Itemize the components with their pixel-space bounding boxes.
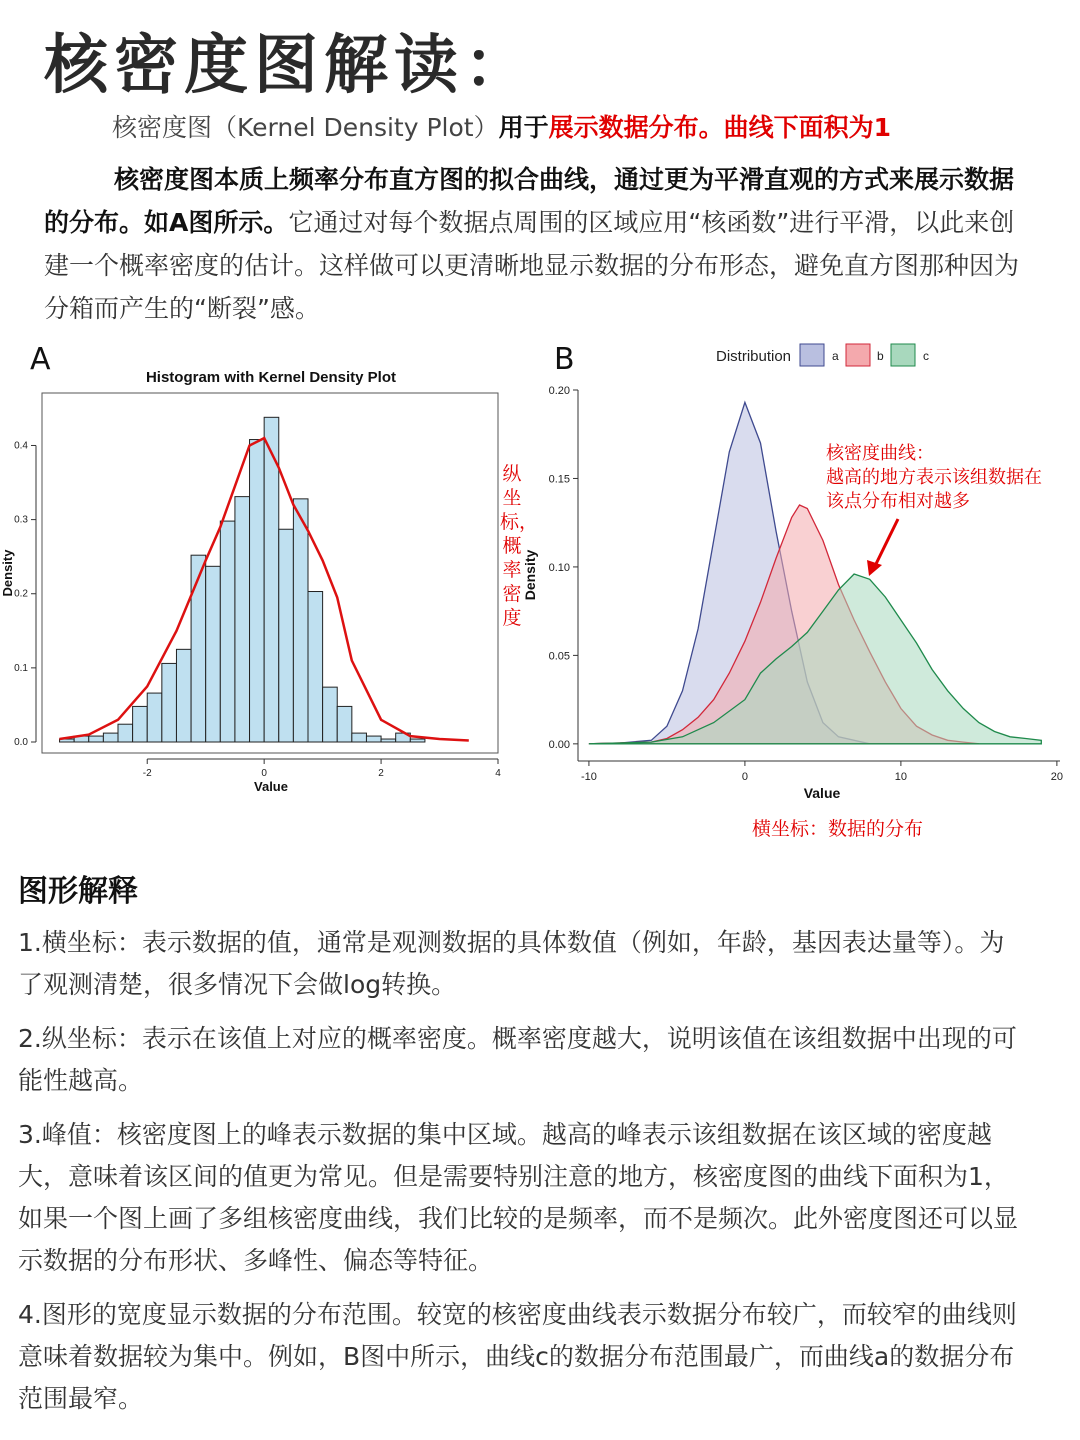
curve-annotation-line-1: 核密度曲线： [826,443,934,464]
chart-a-ylabel: Density [0,549,15,597]
histogram-bar [308,592,323,742]
chart-b-xlabel: Value [803,785,841,801]
y-tick-label: 0.2 [14,588,28,600]
legend-key-a [800,344,824,366]
explanation-2: 2.纵坐标：表示在该值上对应的概率密度。概率密度越大，说明该值在该组数据中出现的可能性越高。 [18,1024,1017,1095]
chart-b-ylabel: Density [522,549,538,601]
legend-key-c [891,344,915,366]
legend-label-a: a [832,349,839,363]
x-tick-label: 4 [495,768,501,779]
x-tick-label: 0 [741,771,748,783]
explanation-1: 1.横坐标：表示数据的值，通常是观测数据的具体数值（例如，年龄，基因表达量等）。为了观测清楚，很多情况下会做log转换。 [18,928,1005,999]
histogram-bar [279,529,294,742]
histogram-bar [103,733,118,742]
section-title: 图形解释 [18,874,138,909]
legend-label-c: c [923,349,929,363]
intro-rest: 它通过对每个数据点周围的区域应用“核函数”进行平滑，以此来创建一个概率密度的估计。这样做可以更清晰地显示数据的分布形态，避免直方图那种因为分箱而产生的“断裂”感。 [44,208,1020,323]
chart-a-title: Histogram with Kernel Density Plot [145,369,397,386]
subtitle [112,108,891,144]
histogram-bar [176,649,191,742]
chart-b-legend [716,344,929,366]
histogram-bar [381,739,396,742]
explanation-3: 3.峰值：核密度图上的峰表示数据的集中区域。越高的峰表示该组数据在该区域的密度越大，意味着该区间的值更为常见。但是需要特别注意的地方，核密度图的曲线下面积为1，如果一个图上画了多组核密度曲线，我们比较的是频率，而不是频次。此外密度图还可以显示数据的分布形状、多峰性、偏态等特征。 [18,1120,1019,1275]
y-tick-label: 0.00 [548,738,570,751]
y-tick-label: 0.0 [14,737,28,748]
histogram-bar [162,663,177,742]
subtitle-plain: 核密度图（Kernel Density Plot） [112,113,499,142]
intro-paragraph [44,158,1034,330]
ylabel-annotation: 纵坐标，概率密度 [500,463,539,629]
histogram-bar [250,440,265,742]
x-tick-label: -10 [580,771,597,783]
histogram-bar [337,706,352,742]
y-tick-label: 0.1 [14,662,28,674]
histogram-bar [410,739,425,742]
y-tick-label: 0.4 [14,440,28,452]
histogram-bar [206,566,221,742]
page-title: 核密度图解读： [44,29,534,103]
x-tick-label: 20 [1050,771,1064,783]
legend-label-b: b [877,349,884,363]
x-tick-label: 2 [378,768,384,779]
curve-annotation-line-2: 越高的地方表示该组数据在 [826,467,1042,488]
y-tick-label: 0.20 [548,385,570,397]
xlabel-annotation: 横坐标：数据的分布 [752,818,924,840]
x-tick-label: -2 [142,768,152,779]
histogram-bar [220,521,235,742]
x-tick-label: 0 [261,768,267,779]
panel-b-label: B [554,342,575,377]
legend-title: Distribution [716,348,792,365]
annotation-arrow-head [867,560,882,576]
histogram-bar [352,733,367,742]
histogram-bar [235,497,250,742]
histogram-bar [147,693,162,742]
y-tick-label: 0.10 [548,561,570,574]
histogram-bar [366,736,381,742]
subtitle-bold: 用于 [498,113,549,142]
y-tick-label: 0.05 [548,650,570,663]
y-tick-label: 0.3 [14,514,28,526]
panel-a-label: A [30,342,51,377]
histogram-bar [293,499,308,742]
histogram-bar [89,736,104,742]
histogram-chart [0,360,520,810]
histogram-bar [118,724,133,742]
intro-bold: 核密度图本质上频率分布直方图的拟合曲线，通过更为平滑直观的方式来展示数据的分布。如A图所示。 [44,165,1015,237]
histogram-bar [133,706,148,742]
annotation-arrow-line [875,519,898,566]
curve-annotation-line-3: 该点分布相对越多 [826,491,970,512]
histogram-bar [323,687,338,742]
y-tick-label: 0.15 [548,473,570,486]
curve-annotation [826,442,1042,514]
chart-a-xlabel: Value [254,779,288,794]
density-chart [520,334,1064,804]
explanation-4: 4.图形的宽度显示数据的分布范围。较宽的核密度曲线表示数据分布较广，而较窄的曲线则意味着数据较为集中。例如，B图中所示，曲线c的数据分布范围最广，而曲线a的数据分布范围最窄。 [18,1300,1017,1413]
x-tick-label: 10 [894,771,908,783]
legend-key-b [846,344,870,366]
histogram-bar [191,555,206,742]
subtitle-highlight: 展示数据分布。曲线下面积为1 [548,113,892,142]
